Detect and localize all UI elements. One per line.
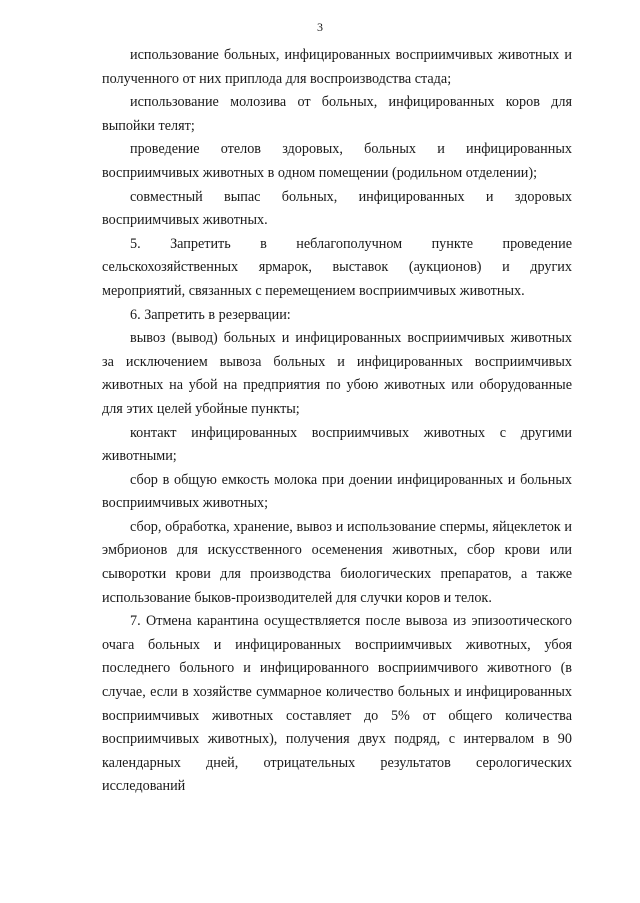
page-number: 3: [317, 20, 323, 34]
paragraph-item-7: 7. Отмена карантина осуществляется после вывоза из эпизоотического очага больных и инфицированных восприимчивых животных, убоя последнего больного и инфицированного восприимчивого животного (в случае, если в хозяйстве суммарное количество больных и инфицированных восприимчивых животных составляет до 5% от общего количества восприимчивых животных), получения двух подряд, с интервалом в 90 календарных дней, отрицательных результатов серологических исследований: [102, 613, 572, 795]
paragraph-item-6: 6. Запретить в резервации:: [130, 306, 291, 323]
paragraph-ban-semen-embryos: сбор, обработка, хранение, вывоз и использование спермы, яйцеклеток и эмбрионов для искусственного осеменения животных, сбор крови или сыворотки крови для производства биологических препаратов, а также использование быков-производителей для случки коров и телок.: [102, 518, 572, 606]
paragraph-item-5: 5. Запретить в неблагополучном пункте проведение сельскохозяйственных ярмарок, выставок (аукционов) и других мероприятий, связанных с перемещением восприимчивых животных.: [102, 235, 572, 299]
paragraph-ban-export: вывоз (вывод) больных и инфицированных восприимчивых животных за исключением вывоза больных и инфицированных восприимчивых животных на убой на предприятия по убою животных или оборудованные для этих целей убойные пункты;: [102, 330, 572, 417]
paragraph-ban-colostrum: использование молозива от больных, инфицированных коров для выпойки телят;: [102, 94, 572, 134]
paragraph-ban-contact: контакт инфицированных восприимчивых животных с другими животными;: [102, 424, 572, 465]
paragraph-ban-joint-calving: проведение отелов здоровых, больных и инфицированных восприимчивых животных в одном помещении (родильном отделении);: [102, 141, 572, 181]
paragraph-ban-milk-collection: сбор в общую емкость молока при доении инфицированных и больных восприимчивых животных;: [102, 471, 572, 512]
paragraph-ban-breeding-use: использование больных, инфицированных восприимчивых животных и полученного от них приплода для воспроизводства стада;: [102, 47, 572, 87]
document-body: [102, 44, 572, 799]
paragraph-ban-joint-grazing: совместный выпас больных, инфицированных и здоровых восприимчивых животных.: [102, 188, 572, 229]
